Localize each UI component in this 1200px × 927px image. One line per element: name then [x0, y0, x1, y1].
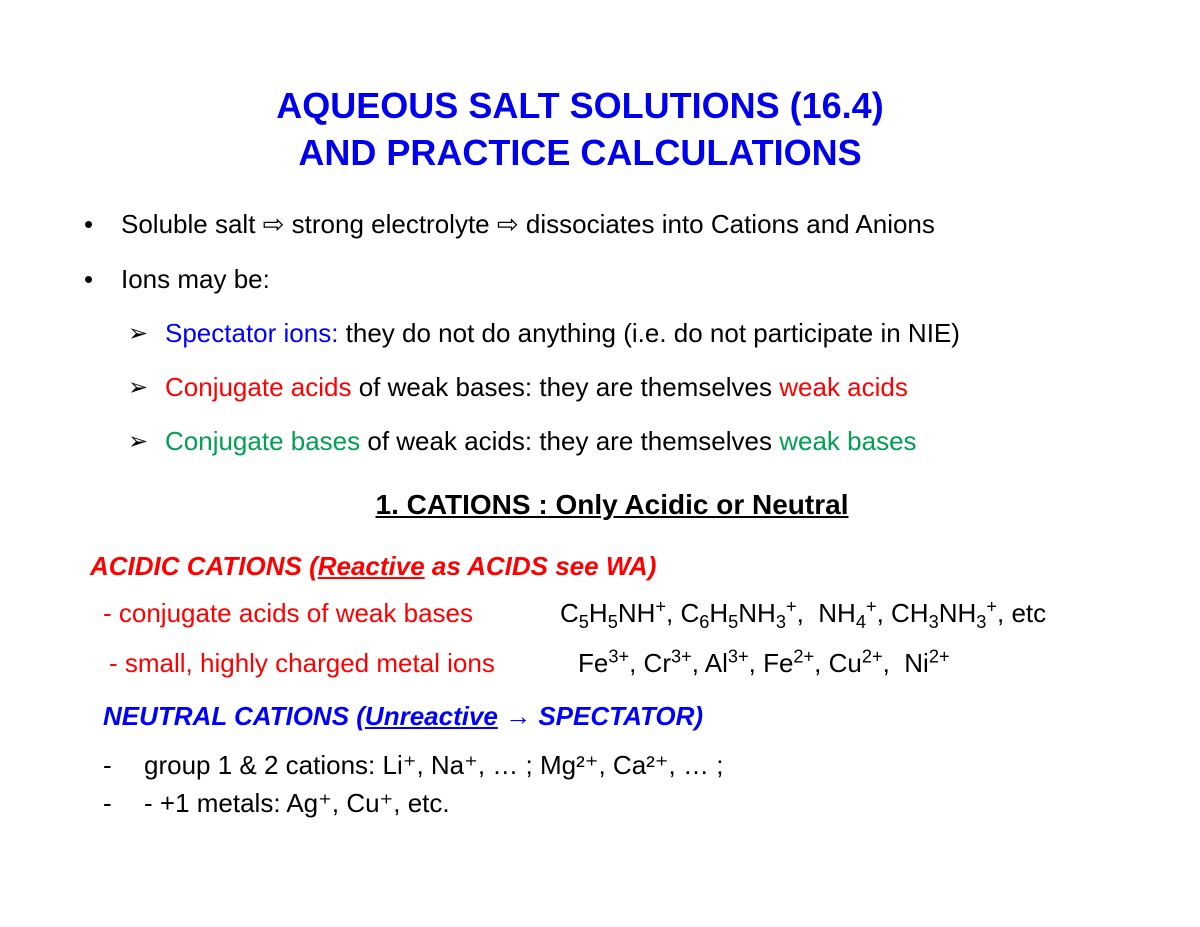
sub-bullet-conjugate-bases	[165, 428, 917, 454]
acidic-heading-post: as ACIDS see WA)	[424, 551, 657, 581]
neutral-heading-post: → SPECTATOR)	[497, 701, 704, 731]
weak-bases-label: weak bases	[779, 426, 917, 456]
dash-marker: -	[103, 788, 112, 818]
neutral-heading-unreactive: Unreactive	[364, 701, 498, 731]
conjugate-acids-text: of weak bases: they are themselves	[351, 372, 780, 402]
title-line-2: AND PRACTICE CALCULATIONS	[298, 132, 862, 173]
acidic-row-1-label: - conjugate acids of weak bases	[103, 598, 473, 628]
spectator-ions-label: Spectator ions:	[165, 318, 339, 348]
sub-bullet-spectator	[165, 320, 960, 346]
bullet-icon: •	[84, 209, 94, 239]
acidic-heading-pre: ACIDIC CATIONS (	[90, 551, 318, 581]
conjugate-acids-label: Conjugate acids	[165, 372, 352, 402]
acidic-cations-heading	[90, 553, 656, 579]
acidic-row-2-formulas: $Fe^{3+}$, $Cr^{3+}$, $Al^{3+}$, $Fe^{2+}$, $Cu^{2+}$, $Ni^{2+}$	[578, 646, 950, 678]
spectator-ions-text: they do not do anything (i.e. do not participate in NIE)	[338, 318, 960, 348]
neutral-row-1: group 1 & 2 cations: Li⁺, Na⁺, … ; Mg²⁺, Ca²⁺, … ;	[144, 750, 724, 780]
bullet-icon: •	[84, 264, 94, 294]
acidic-heading-reactive: Reactive	[317, 551, 425, 581]
conjugate-bases-label: Conjugate bases	[165, 426, 361, 456]
neutral-cations-heading	[103, 703, 703, 729]
dash-marker: -	[103, 750, 112, 780]
neutral-heading-pre: NEUTRAL CATIONS (	[103, 701, 365, 731]
bullet-ions-may-be: Ions may be:	[121, 264, 270, 294]
acidic-row-1-formulas: $C_5H_5NH^+$, $C_6H_5NH_3^+$, $NH_4^+$, $CH_3NH_3^+$, etc	[560, 596, 1047, 633]
arrow-bullet-icon: ➢	[128, 374, 149, 401]
section-heading-cations: 1. CATIONS : Only Acidic or Neutral	[375, 489, 849, 520]
arrow-bullet-icon: ➢	[128, 320, 149, 347]
bullet-soluble-salt: Soluble salt ⇨ strong electrolyte ⇨ dissociates into Cations and Anions	[121, 209, 935, 239]
sub-bullet-conjugate-acids	[165, 374, 908, 400]
title-line-1: AQUEOUS SALT SOLUTIONS (16.4)	[276, 85, 884, 126]
weak-acids-label: weak acids	[779, 372, 908, 402]
acidic-row-2-label: - small, highly charged metal ions	[109, 648, 495, 678]
neutral-row-2: - +1 metals: Ag⁺, Cu⁺, etc.	[144, 788, 450, 818]
arrow-bullet-icon: ➢	[128, 428, 149, 455]
conjugate-bases-text: of weak acids: they are themselves	[360, 426, 780, 456]
